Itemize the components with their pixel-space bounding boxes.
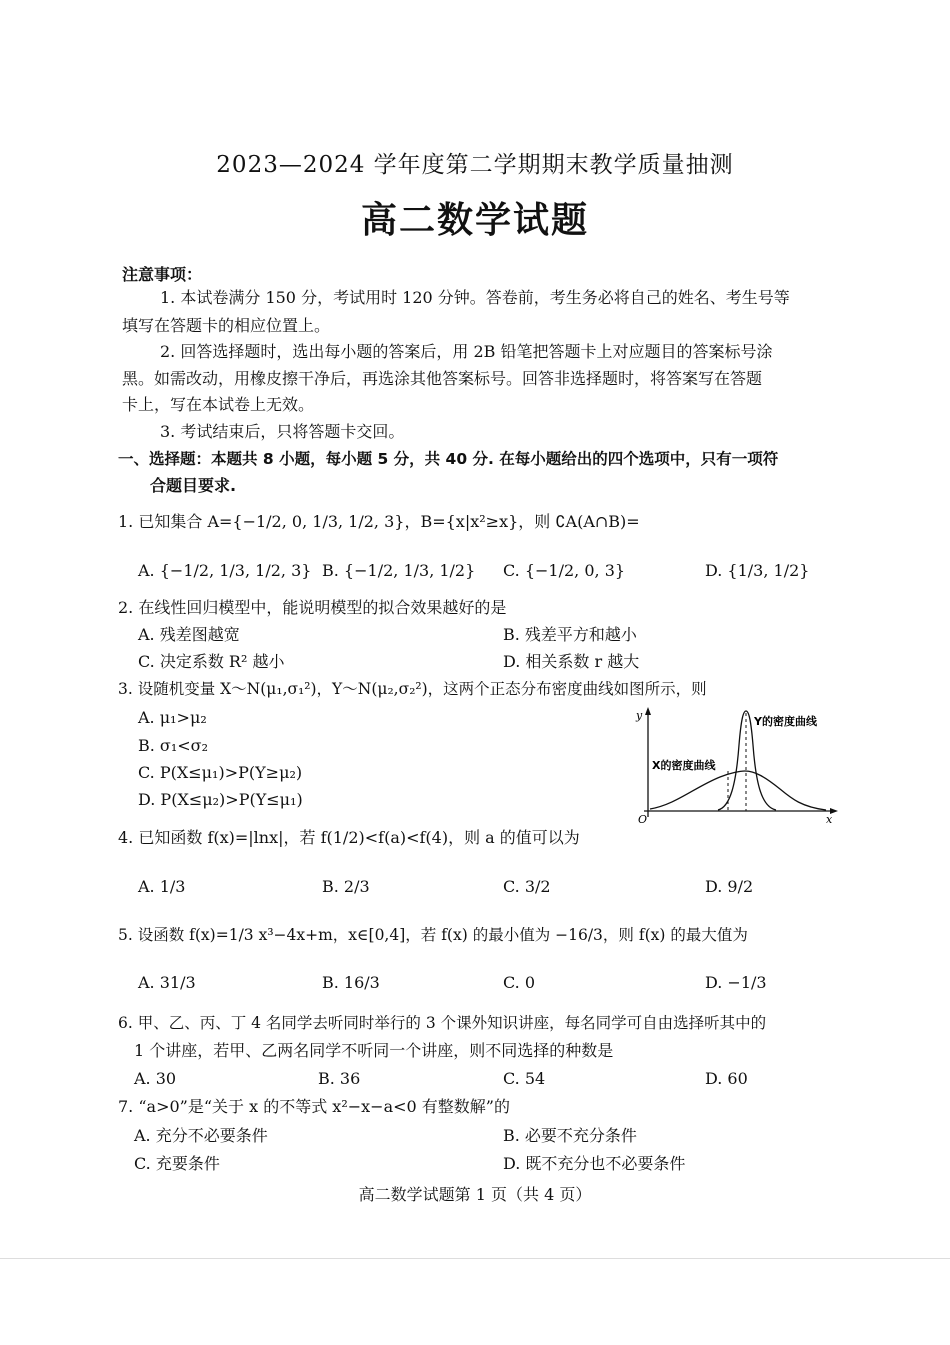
axis-x-label: x (826, 813, 833, 825)
q6-option-b: B. 36 (318, 1069, 361, 1088)
q5-option-c: C. 0 (503, 973, 536, 992)
q5-option-a: A. 31/3 (138, 973, 196, 992)
x-density-curve (650, 771, 826, 810)
y-curve-label: Y的密度曲线 (754, 715, 817, 728)
page-bottom-divider (0, 1258, 950, 1259)
q2-stem: 2. 在线性回归模型中，能说明模型的拟合效果越好的是 (118, 598, 507, 617)
page-footer: 高二数学试题第 1 页（共 4 页） (358, 1185, 592, 1204)
notice-item3: 3. 考试结束后，只将答题卡交回。 (160, 422, 405, 441)
notice-item1-line1: 1. 本试卷满分 150 分，考试用时 120 分钟。答卷前，考生务必将自己的姓名、考生号等 (160, 288, 790, 307)
q1-option-b: B. {−1/2, 1/3, 1/2} (322, 561, 476, 580)
section1-line2: 合题目要求. (150, 476, 237, 495)
q4-option-b: B. 2/3 (322, 877, 370, 896)
exam-title: 高二数学试题 (360, 200, 589, 241)
q7-option-a: A. 充分不必要条件 (134, 1126, 268, 1145)
normal-density-figure (630, 705, 842, 825)
q3-stem: 3. 设随机变量 X～N(μ₁,σ₁²)，Y～N(μ₂,σ₂²)，这两个正态分布密度曲线如图所示，则 (118, 680, 707, 698)
axis-y-label: y (636, 709, 643, 722)
q1-option-d: D. {1/3, 1/2} (705, 561, 810, 580)
q5-option-d: D. −1/3 (705, 973, 767, 992)
q3-option-a: A. μ₁>μ₂ (138, 708, 207, 727)
q4-option-a: A. 1/3 (138, 877, 186, 896)
q7-option-d: D. 既不充分也不必要条件 (503, 1154, 686, 1173)
q4-option-d: D. 9/2 (705, 877, 754, 896)
q3-option-d: D. P(X≤μ₂)>P(Y≤μ₁) (138, 790, 303, 809)
q2-option-d: D. 相关系数 r 越大 (503, 652, 640, 671)
q5-option-b: B. 16/3 (322, 973, 380, 992)
origin-label: O (638, 813, 648, 825)
q2-option-c: C. 决定系数 R² 越小 (138, 652, 285, 671)
q4-stem: 4. 已知函数 f(x)=|lnx|，若 f(1/2)<f(a)<f(4)，则 a 的值可以为 (118, 828, 580, 847)
notice-item1-line2: 填写在答题卡的相应位置上。 (122, 316, 331, 335)
q7-option-c: C. 充要条件 (134, 1154, 220, 1173)
q7-option-b: B. 必要不充分条件 (503, 1126, 637, 1145)
q6-stem-line1: 6. 甲、乙、丙、丁 4 名同学去听同时举行的 3 个课外知识讲座，每名同学可自由选择听其中的 (118, 1014, 767, 1032)
q1-stem: 1. 已知集合 A={−1/2, 0, 1/3, 1/2, 3}，B={x|x²≥x}，则 ∁A(A∩B)= (118, 512, 640, 531)
q3-option-c: C. P(X≤μ₁)>P(Y≥μ₂) (138, 763, 303, 782)
q2-option-b: B. 残差平方和越小 (503, 625, 637, 644)
section1-line1: 一、选择题：本题共 8 小题，每小题 5 分，共 40 分. 在每小题给出的四个选项中，只有一项符 (118, 450, 779, 468)
notice-heading: 注意事项： (122, 265, 203, 284)
q1-option-c: C. {−1/2, 0, 3} (503, 561, 626, 580)
q6-option-c: C. 54 (503, 1069, 546, 1088)
q4-option-c: C. 3/2 (503, 877, 551, 896)
q6-stem-line2: 1 个讲座，若甲、乙两名同学不听同一个讲座，则不同选择的种数是 (134, 1041, 614, 1060)
y-axis-arrow (645, 707, 651, 715)
q6-option-d: D. 60 (705, 1069, 748, 1088)
q1-option-a: A. {−1/2, 1/3, 1/2, 3} (138, 561, 312, 580)
notice-item2-line1: 2. 回答选择题时，选出每小题的答案后，用 2B 铅笔把答题卡上对应题目的答案标号涂 (160, 342, 773, 361)
x-curve-label: X的密度曲线 (652, 759, 716, 772)
q3-option-b: B. σ₁<σ₂ (138, 736, 209, 755)
notice-item2-line3: 卡上，写在本试卷上无效。 (122, 395, 315, 414)
notice-item2-line2: 黑。如需改动，用橡皮擦干净后，再选涂其他答案标号。回答非选择题时，将答案写在答题 (122, 369, 763, 388)
q7-stem: 7. “a>0”是“关于 x 的不等式 x²−x−a<0 有整数解”的 (118, 1097, 510, 1116)
q5-stem: 5. 设函数 f(x)=1/3 x³−4x+m，x∈[0,4]，若 f(x) 的最小值为 −16/3，则 f(x) 的最大值为 (118, 926, 748, 944)
q2-option-a: A. 残差图越宽 (138, 625, 240, 644)
q6-option-a: A. 30 (134, 1069, 177, 1088)
exam-subtitle: 2023—2024 学年度第二学期期末教学质量抽测 (216, 152, 734, 178)
